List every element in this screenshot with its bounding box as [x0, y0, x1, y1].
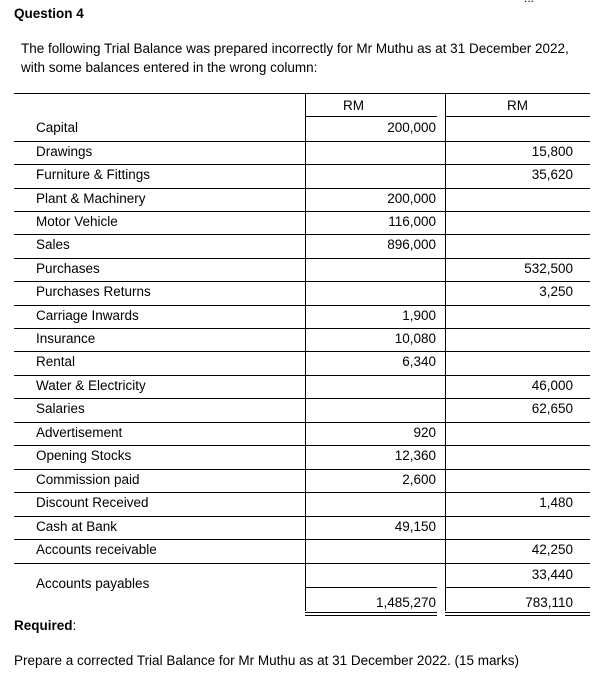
row-label: Accounts receivable	[36, 542, 157, 557]
col2-left-border	[445, 93, 446, 611]
row-separator	[14, 281, 590, 282]
row-label: Accounts payables	[36, 576, 150, 591]
row-separator	[14, 141, 590, 142]
row-separator	[14, 234, 590, 235]
table-top-border	[14, 93, 590, 94]
row-label: Capital	[36, 120, 79, 135]
row-label: Cash at Bank	[36, 519, 118, 534]
row-credit-value: 35,620	[531, 167, 573, 182]
row-label: Discount Received	[36, 495, 149, 510]
row-credit-value: 46,000	[531, 378, 573, 393]
row-label: Plant & Machinery	[36, 191, 146, 206]
question-heading: Question 4	[14, 6, 84, 21]
row-label: Advertisement	[36, 425, 123, 440]
row-separator	[14, 351, 590, 352]
row-label: Rental	[36, 354, 76, 369]
row-debit-value: 1,900	[402, 308, 436, 323]
row-separator	[14, 516, 590, 517]
col2-header-underline	[445, 116, 590, 117]
total-col2: 783,110	[525, 595, 573, 610]
row-label: Opening Stocks	[36, 448, 132, 463]
required-label	[14, 618, 76, 633]
col2-header: RM	[507, 98, 528, 113]
row-separator	[14, 398, 590, 399]
row-credit-value: 532,500	[524, 261, 573, 276]
intro-paragraph: The following Trial Balance was prepared incorrectly for Mr Muthu as at 31 December 2022, with some balances entered in the wrong column:	[21, 41, 569, 75]
row-credit-value: 1,480	[539, 495, 573, 510]
row-credit-value: 15,800	[531, 144, 573, 159]
row-separator	[14, 539, 590, 540]
row-separator	[14, 188, 590, 189]
row-debit-value: 200,000	[387, 120, 436, 135]
row-label: Salaries	[36, 401, 85, 416]
row-debit-value: 10,080	[394, 331, 436, 346]
row-label: Carriage Inwards	[36, 308, 139, 323]
col1-left-border	[305, 93, 306, 611]
row-debit-value: 6,340	[402, 354, 436, 369]
required-colon: :	[72, 618, 77, 633]
row-separator	[14, 445, 590, 446]
row-debit-value: 12,360	[394, 448, 436, 463]
row-separator	[14, 563, 590, 564]
row-label: Motor Vehicle	[36, 214, 118, 229]
row-label: Commission paid	[36, 472, 140, 487]
row-credit-value: 33,440	[531, 567, 573, 582]
row-debit-value: 920	[413, 425, 436, 440]
row-credit-value: 42,250	[531, 542, 573, 557]
row-separator	[14, 328, 590, 329]
row-separator	[14, 422, 590, 423]
row-label: Water & Electricity	[36, 378, 146, 393]
row-debit-value: 116,000	[388, 214, 436, 229]
row-label: Insurance	[36, 331, 96, 346]
row-label: Furniture & Fittings	[36, 167, 151, 182]
row-debit-value: 2,600	[402, 472, 436, 487]
row-debit-value: 896,000	[387, 237, 436, 252]
col1-total-rule	[305, 587, 437, 588]
row-separator	[14, 375, 590, 376]
row-credit-value: 62,650	[531, 401, 573, 416]
row-separator	[14, 164, 590, 165]
required-label-text: Required	[14, 618, 73, 633]
row-credit-value: 3,250	[539, 284, 573, 299]
row-debit-value: 200,000	[387, 191, 436, 206]
col1-header: RM	[343, 98, 364, 113]
row-separator	[14, 492, 590, 493]
row-label: Drawings	[36, 144, 93, 159]
row-separator	[14, 258, 590, 259]
row-separator	[14, 469, 590, 470]
row-separator	[14, 305, 590, 306]
task-text: Prepare a corrected Trial Balance for Mr Muthu as at 31 December 2022. (15 marks)	[14, 653, 519, 668]
col1-double-underline-1	[305, 612, 437, 613]
col1-double-underline-2	[305, 615, 437, 616]
row-label: Sales	[36, 237, 70, 252]
col2-double-underline-2	[445, 615, 590, 616]
row-debit-value: 49,150	[394, 519, 436, 534]
row-label: Purchases	[36, 261, 100, 276]
row-label: Purchases Returns	[36, 284, 151, 299]
row-separator	[14, 211, 590, 212]
col1-header-underline	[305, 116, 437, 117]
col2-double-underline-1	[445, 612, 590, 613]
total-col1: 1,485,270	[375, 595, 436, 610]
col2-total-rule	[445, 587, 590, 588]
